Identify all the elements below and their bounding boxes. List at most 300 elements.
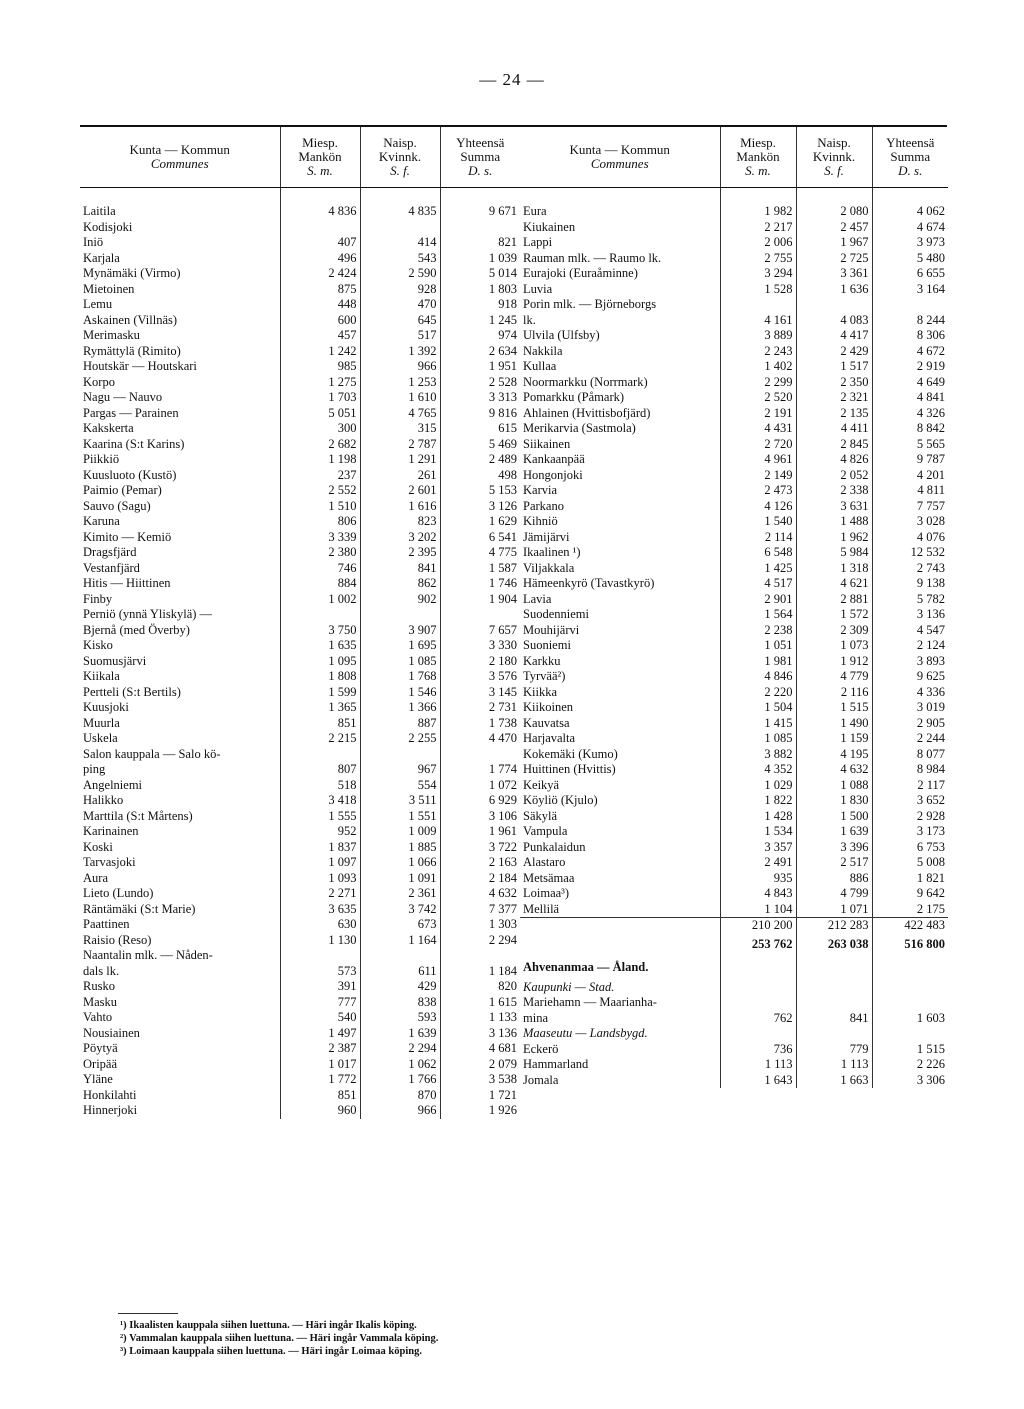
naisp-value: 429 <box>360 979 440 995</box>
spacer-row <box>520 188 948 205</box>
table-row <box>520 840 948 856</box>
naisp-value: 4 632 <box>796 762 872 778</box>
yhteensa-value: 9 787 <box>872 452 948 468</box>
table-row <box>80 1088 520 1104</box>
naisp-value: 928 <box>360 282 440 298</box>
miesp-value: 2 217 <box>720 220 796 236</box>
ds-label: D. s. <box>468 163 493 178</box>
yhteensa-value: 8 984 <box>872 762 948 778</box>
naisp-value: 1 490 <box>796 716 872 732</box>
kunta-name: Sauvo (Sagu) <box>83 498 151 513</box>
yhteensa-value: 1 904 <box>440 592 520 608</box>
kunta-name: Kiukainen <box>523 219 576 234</box>
kunta-name: Kakskerta <box>83 421 134 435</box>
empty-cell <box>796 980 872 996</box>
yhteensa-value: 3 722 <box>440 840 520 856</box>
kunta-name: Pargas — Parainen <box>83 405 179 420</box>
yhteensa-value: 4 062 <box>872 204 948 220</box>
kunta-name: Karvia <box>523 483 558 497</box>
yhteensa-value <box>440 747 520 763</box>
miesp-value: 1 402 <box>720 359 796 375</box>
table-row <box>520 499 948 515</box>
yhteensa-value: 7 757 <box>872 499 948 515</box>
miesp-value: 3 294 <box>720 266 796 282</box>
kunta-name: Koski <box>83 839 113 854</box>
table-row <box>520 871 948 887</box>
yhteensa-value: 5 782 <box>872 592 948 608</box>
table-row <box>520 623 948 639</box>
naisp-value: 4 083 <box>796 313 872 329</box>
naisp-value: 1 610 <box>360 390 440 406</box>
yhteensa-value: 1 721 <box>440 1088 520 1104</box>
miesp-value: 762 <box>720 1011 796 1027</box>
table-row <box>520 669 948 685</box>
naisp-value: 838 <box>360 995 440 1011</box>
kunta-label: Kunta — Kommun <box>129 142 230 157</box>
empty-cell <box>796 1026 872 1042</box>
miesp-value: 2 491 <box>720 855 796 871</box>
miesp-value: 6 548 <box>720 545 796 561</box>
table-row <box>80 917 520 933</box>
table-row <box>80 1041 520 1057</box>
table-row <box>80 499 520 515</box>
kunta-name: Kihniö <box>523 514 558 528</box>
naisp-value: 4 411 <box>796 421 872 437</box>
kunta-name: Hitis — Hiittinen <box>83 576 171 590</box>
naisp-value: 1 318 <box>796 561 872 577</box>
miesp-value: 3 882 <box>720 747 796 763</box>
kunta-name: Yläne <box>83 1072 113 1086</box>
naisp-value: 1 500 <box>796 809 872 825</box>
yhteensa-value: 9 671 <box>440 204 520 220</box>
yhteensa-value: 9 625 <box>872 669 948 685</box>
yhteensa-value: 2 905 <box>872 716 948 732</box>
miesp-value: 1 097 <box>280 855 360 871</box>
yhteensa-value: 2 731 <box>440 700 520 716</box>
naisp-value: 779 <box>796 1042 872 1058</box>
miesp-value: 1 564 <box>720 607 796 623</box>
miesp-value <box>720 297 796 313</box>
yhteensa-value: 1 515 <box>872 1042 948 1058</box>
yhteensa-value: 4 841 <box>872 390 948 406</box>
footnote-mark: ²) <box>120 1333 130 1344</box>
naisp-value: 2 350 <box>796 375 872 391</box>
kunta-name: Karjala <box>83 250 120 265</box>
table-row <box>80 220 520 236</box>
empty-cell <box>720 956 796 980</box>
naisp-value: 887 <box>360 716 440 732</box>
naisp-value: 2 294 <box>360 1041 440 1057</box>
miesp-value: 2 271 <box>280 886 360 902</box>
table-row <box>80 545 520 561</box>
naisp-value: 4 826 <box>796 452 872 468</box>
yhteensa-value <box>440 607 520 623</box>
communes-label: Communes <box>590 156 649 171</box>
mankon-label: Mankön <box>736 149 780 164</box>
naisp-value: 1 113 <box>796 1057 872 1073</box>
kunta-name: Suodenniemi <box>523 607 589 621</box>
kunta-name: Raisio (Reso) <box>83 932 152 947</box>
miesp-value: 4 161 <box>720 313 796 329</box>
yhteensa-value: 918 <box>440 297 520 313</box>
kunta-name: Pomarkku (Påmark) <box>523 390 625 404</box>
miesp-value: 1 540 <box>720 514 796 530</box>
yhteensa-value <box>440 948 520 964</box>
naisp-value: 2 590 <box>360 266 440 282</box>
miesp-value: 4 517 <box>720 576 796 592</box>
table-row <box>80 235 520 251</box>
table-row <box>520 1011 948 1027</box>
kunta-name: Punkalaidun <box>523 839 586 854</box>
miesp-value: 2 114 <box>720 530 796 546</box>
yhteensa-value: 3 019 <box>872 700 948 716</box>
miesp-value: 1 365 <box>280 700 360 716</box>
miesp-value: 746 <box>280 561 360 577</box>
table-row <box>520 747 948 763</box>
miesp-value: 1 415 <box>720 716 796 732</box>
miesp-value: 935 <box>720 871 796 887</box>
miesp-value: 2 901 <box>720 592 796 608</box>
kunta-name: Kodisjoki <box>83 219 133 234</box>
kunta-name: Lemu <box>83 297 113 311</box>
naisp-value: 886 <box>796 871 872 887</box>
kunta-name: Perniö (ynnä Yliskylä) — <box>83 607 213 621</box>
table-row <box>80 995 520 1011</box>
miesp-value: 210 200 <box>720 918 796 934</box>
yhteensa-value: 1 245 <box>440 313 520 329</box>
kunta-name: Paattinen <box>83 917 130 931</box>
naisp-value: 414 <box>360 235 440 251</box>
kunta-name: Mynämäki (Virmo) <box>83 266 181 280</box>
table-row <box>80 933 520 949</box>
miesp-value: 807 <box>280 762 360 778</box>
naisp-value: 3 631 <box>796 499 872 515</box>
kunta-name: Hinnerjoki <box>83 1103 138 1117</box>
yhteensa-value: 821 <box>440 235 520 251</box>
naisp-value: 1 091 <box>360 871 440 887</box>
naisp-value: 2 429 <box>796 344 872 360</box>
miesp-value: 1 002 <box>280 592 360 608</box>
table-row <box>80 421 520 437</box>
naisp-value: 1 085 <box>360 654 440 670</box>
kunta-name: Laitila <box>83 204 116 218</box>
yhteensa-value: 5 565 <box>872 437 948 453</box>
miesp-value: 3 750 <box>280 623 360 639</box>
kunta-name <box>520 918 720 934</box>
yhteensa-value: 4 326 <box>872 406 948 422</box>
yhteensa-value: 8 306 <box>872 328 948 344</box>
yhteensa-value: 4 681 <box>440 1041 520 1057</box>
yhteensa-value: 3 173 <box>872 824 948 840</box>
footnote-mark: ³) <box>120 1346 130 1357</box>
miesp-value: 2 755 <box>720 251 796 267</box>
page-number: — 24 — <box>479 70 545 89</box>
miesp-value: 2 520 <box>720 390 796 406</box>
miesp-value: 1 130 <box>280 933 360 949</box>
table-row <box>80 1103 520 1119</box>
kunta-name: Rymättylä (Rimito) <box>83 343 181 358</box>
naisp-value: 5 984 <box>796 545 872 561</box>
naisp-value: 315 <box>360 421 440 437</box>
kunta-name: Mietoinen <box>83 281 135 296</box>
kunta-name: Kaarina (S:t Karins) <box>83 436 185 451</box>
table-row <box>80 313 520 329</box>
miesp-value: 1 643 <box>720 1073 796 1089</box>
naisp-value: 1 546 <box>360 685 440 701</box>
right-column <box>520 127 948 1088</box>
yhteensa-value: 2 079 <box>440 1057 520 1073</box>
naisp-value: 470 <box>360 297 440 313</box>
table-row <box>520 282 948 298</box>
yhteensa-value: 2 180 <box>440 654 520 670</box>
table-row <box>80 328 520 344</box>
miesp-header <box>720 127 796 188</box>
naisp-value: 1 009 <box>360 824 440 840</box>
miesp-value: 237 <box>280 468 360 484</box>
yhteensa-value: 1 746 <box>440 576 520 592</box>
miesp-value: 600 <box>280 313 360 329</box>
table-row <box>80 375 520 391</box>
right-table <box>520 127 948 1088</box>
table-row <box>80 251 520 267</box>
miesp-value: 2 720 <box>720 437 796 453</box>
kunta-name: Rauman mlk. — Raumo lk. <box>523 250 662 265</box>
naisp-value <box>360 220 440 236</box>
yhteensa-value: 3 028 <box>872 514 948 530</box>
yhteensa-value: 2 184 <box>440 871 520 887</box>
miesp-value: 407 <box>280 235 360 251</box>
miesp-label: Miesp. <box>302 135 338 150</box>
naisp-value: 1 639 <box>360 1026 440 1042</box>
yhteensa-value: 2 226 <box>872 1057 948 1073</box>
ahvenanmaa-heading <box>520 956 948 980</box>
yhteensa-value: 4 201 <box>872 468 948 484</box>
kunta-name: Viljakkala <box>523 560 575 575</box>
table-row <box>520 514 948 530</box>
kunta-name: Merimasku <box>83 328 140 342</box>
miesp-value <box>280 747 360 763</box>
table-row <box>80 514 520 530</box>
kunta-name: Säkylä <box>523 808 558 823</box>
yhteensa-value: 3 652 <box>872 793 948 809</box>
footnote <box>120 1345 438 1358</box>
miesp-value: 1 837 <box>280 840 360 856</box>
miesp-value: 4 431 <box>720 421 796 437</box>
table-row <box>520 220 948 236</box>
miesp-value: 2 380 <box>280 545 360 561</box>
kunta-name: Kuusluoto (Kustö) <box>83 467 177 482</box>
yhteensa-value: 3 306 <box>872 1073 948 1089</box>
kunta-name: Lieto (Lundo) <box>83 886 154 900</box>
yhteensa-label: Yhteensä <box>456 135 505 150</box>
miesp-value <box>280 220 360 236</box>
table-row <box>80 576 520 592</box>
miesp-value: 3 889 <box>720 328 796 344</box>
table-row <box>520 793 948 809</box>
naisp-value: 3 907 <box>360 623 440 639</box>
miesp-value: 1 029 <box>720 778 796 794</box>
footnote-rule <box>118 1313 178 1314</box>
miesp-value: 1 822 <box>720 793 796 809</box>
naisp-value: 1 663 <box>796 1073 872 1089</box>
naisp-value: 1 515 <box>796 700 872 716</box>
miesp-value: 2 220 <box>720 685 796 701</box>
kunta-name: Eckerö <box>523 1041 559 1056</box>
kunta-name: Karuna <box>83 514 120 528</box>
kunta-name: Alastaro <box>523 855 566 869</box>
naisp-value: 2 601 <box>360 483 440 499</box>
miesp-value: 518 <box>280 778 360 794</box>
yhteensa-value: 1 774 <box>440 762 520 778</box>
table-row <box>520 1057 948 1073</box>
yhteensa-value: 6 541 <box>440 530 520 546</box>
miesp-value: 253 762 <box>720 934 796 956</box>
table-row <box>80 359 520 375</box>
kunta-name: Noormarkku (Norrmark) <box>523 374 648 389</box>
yhteensa-value: 1 951 <box>440 359 520 375</box>
miesp-value: 300 <box>280 421 360 437</box>
kunta-name: Lappi <box>523 235 553 249</box>
miesp-value: 2 191 <box>720 406 796 422</box>
table-row <box>520 607 948 623</box>
miesp-value: 1 425 <box>720 561 796 577</box>
yhteensa-value <box>872 995 948 1011</box>
yhteensa-value: 3 313 <box>440 390 520 406</box>
left-header-row <box>80 127 520 188</box>
naisp-value: 4 621 <box>796 576 872 592</box>
table-row <box>80 700 520 716</box>
naisp-value: 1 636 <box>796 282 872 298</box>
miesp-value: 2 682 <box>280 437 360 453</box>
table-row <box>520 204 948 220</box>
table-row <box>80 747 520 763</box>
naisp-value: 554 <box>360 778 440 794</box>
yhteensa-value: 422 483 <box>872 918 948 934</box>
miesp-header <box>280 127 360 188</box>
table-row <box>520 778 948 794</box>
kunta-name: Naantalin mlk. — Nåden- <box>83 948 213 962</box>
naisp-value: 3 396 <box>796 840 872 856</box>
miesp-value: 2 552 <box>280 483 360 499</box>
table-row <box>80 406 520 422</box>
miesp-value: 4 352 <box>720 762 796 778</box>
miesp-value: 1 982 <box>720 204 796 220</box>
miesp-value: 3 418 <box>280 793 360 809</box>
yhteensa-value: 1 133 <box>440 1010 520 1026</box>
naisp-label: Naisp. <box>383 135 417 150</box>
table-row <box>80 530 520 546</box>
table-row <box>80 685 520 701</box>
table-row <box>520 654 948 670</box>
naisp-value: 2 725 <box>796 251 872 267</box>
kunta-name: Jämijärvi <box>523 529 570 544</box>
yhteensa-value <box>440 220 520 236</box>
summa-label: Summa <box>460 149 501 164</box>
kunta-name: Kiikka <box>523 684 558 699</box>
yhteensa-value: 2 919 <box>872 359 948 375</box>
empty-cell <box>872 1026 948 1042</box>
table-row <box>80 623 520 639</box>
kunta-name: Mellilä <box>523 901 560 916</box>
naisp-value: 517 <box>360 328 440 344</box>
yhteensa-value: 516 800 <box>872 934 948 956</box>
sf-label: S. f. <box>390 163 410 178</box>
naisp-value: 2 080 <box>796 204 872 220</box>
miesp-value: 1 104 <box>720 902 796 918</box>
yhteensa-value: 974 <box>440 328 520 344</box>
kunta-name: Hongonjoki <box>523 467 583 482</box>
table-row <box>520 251 948 267</box>
kunta-name: Karinainen <box>83 824 139 838</box>
miesp-value: 4 961 <box>720 452 796 468</box>
kunta-header <box>520 127 720 188</box>
kunta-name: Hammarland <box>523 1057 589 1071</box>
miesp-value: 448 <box>280 297 360 313</box>
naisp-value: 1 071 <box>796 902 872 918</box>
yhteensa-value: 3 893 <box>872 654 948 670</box>
table-row <box>80 793 520 809</box>
kunta-name: Nakkila <box>523 343 563 358</box>
kunta-name: Pertteli (S:t Bertils) <box>83 684 181 699</box>
kunta-name: Metsämaa <box>523 870 575 885</box>
miesp-value: 2 215 <box>280 731 360 747</box>
table-row <box>520 328 948 344</box>
yhteensa-value: 12 532 <box>872 545 948 561</box>
left-table <box>80 127 520 1119</box>
yhteensa-label: Yhteensä <box>886 135 935 150</box>
naisp-value: 1 159 <box>796 731 872 747</box>
naisp-value <box>796 995 872 1011</box>
yhteensa-value: 6 929 <box>440 793 520 809</box>
miesp-value <box>720 995 796 1011</box>
miesp-value: 2 006 <box>720 235 796 251</box>
naisp-header <box>360 127 440 188</box>
kunta-name: Huittinen (Hvittis) <box>523 762 616 776</box>
table-row <box>520 530 948 546</box>
kunta-name: Loimaa³) <box>523 886 570 900</box>
ds-label: D. s. <box>898 163 923 178</box>
table-row <box>520 824 948 840</box>
table-row <box>80 282 520 298</box>
table-row <box>80 1057 520 1073</box>
summa-label: Summa <box>890 149 931 164</box>
kunta-name: Kisko <box>83 638 113 652</box>
yhteensa-value: 4 336 <box>872 685 948 701</box>
miesp-value <box>280 948 360 964</box>
table-row <box>520 561 948 577</box>
kunta-name: Muurla <box>83 715 120 730</box>
miesp-value: 960 <box>280 1103 360 1119</box>
table-row <box>80 886 520 902</box>
miesp-value <box>280 607 360 623</box>
yhteensa-value: 5 014 <box>440 266 520 282</box>
naisp-value: 1 768 <box>360 669 440 685</box>
table-row <box>80 778 520 794</box>
yhteensa-value: 4 547 <box>872 623 948 639</box>
kunta-name: Askainen (Villnäs) <box>83 312 178 327</box>
miesp-value: 1 808 <box>280 669 360 685</box>
footnote-text: Vammalan kauppala siihen luettuna. — Häri ingår Vammala köping. <box>129 1333 439 1344</box>
yhteensa-value: 1 303 <box>440 917 520 933</box>
miesp-value: 985 <box>280 359 360 375</box>
naisp-value: 967 <box>360 762 440 778</box>
sm-label: S. m. <box>745 163 771 178</box>
miesp-value: 1 113 <box>720 1057 796 1073</box>
table-row <box>520 235 948 251</box>
footnote-text: Loimaan kauppala siihen luettuna. — Häri ingår Loimaa köping. <box>129 1346 422 1357</box>
yhteensa-value: 1 603 <box>872 1011 948 1027</box>
yhteensa-value: 9 816 <box>440 406 520 422</box>
